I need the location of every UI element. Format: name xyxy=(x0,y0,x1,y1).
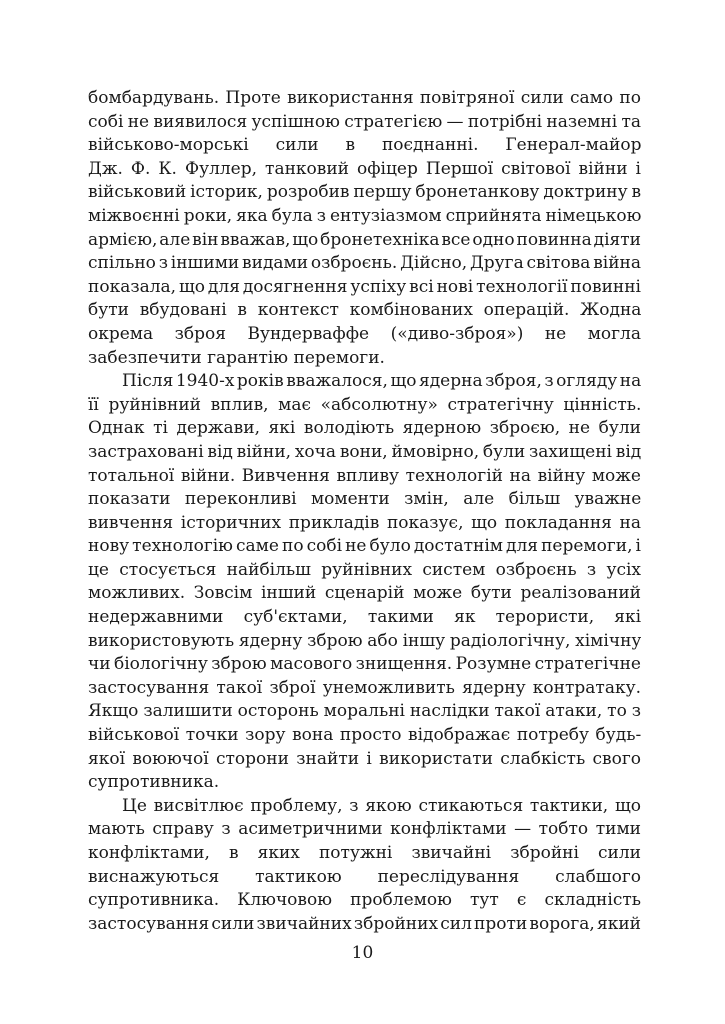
text-line: застраховані від війни, хоча вони, ймовірно, були захищені від xyxy=(88,441,641,462)
text-line: бомбардувань. Проте використання повітряної сили само по xyxy=(88,88,641,108)
paragraph xyxy=(88,795,641,937)
text-line: собі не виявилося успішною стратегією — потрібні наземні та xyxy=(88,111,641,132)
paragraph xyxy=(88,370,641,795)
text-line: чи біологічну зброю масового знищення. Розумне стратегічне xyxy=(88,654,641,675)
text-line: можливих. Зовсім інший сценарій може бути реалізований xyxy=(88,583,641,604)
text-line: окрема зброя Вундерваффе («диво-зброя») не могла xyxy=(88,323,641,344)
text-line: армією, але він вважав, що бронетехніка все одно повинна діяти xyxy=(88,229,641,250)
text-line: Це висвітлює проблему, з якою стикаються тактики, що xyxy=(122,795,641,816)
text-line: застосування такої зброї унеможливить ядерну контратаку. xyxy=(88,677,641,698)
text-line: супротивника. Ключовою проблемою тут є складність xyxy=(88,890,641,911)
text-line: бути вбудовані в контекст комбінованих операцій. Жодна xyxy=(88,300,641,321)
paragraph xyxy=(88,87,641,370)
text-line: міжвоєнні роки, яка була з ентузіазмом сприйнята німецькою xyxy=(88,205,641,226)
text-line: її руйнівний вплив, має «абсолютну» стратегічну цінність. xyxy=(88,394,641,415)
text-line: забезпечити гарантію перемоги. xyxy=(88,347,385,368)
page-number: 10 xyxy=(351,943,374,963)
text-line: вивчення історичних прикладів показує, що покладання на xyxy=(88,512,641,533)
text-line: мають справу з асиметричними конфліктами — тобто тими xyxy=(88,819,641,840)
text-line: недержавними суб'єктами, такими як терористи, які xyxy=(88,607,641,628)
body-text xyxy=(88,87,641,936)
text-line: військовий історик, розробив першу бронетанкову доктрину в xyxy=(88,182,641,203)
text-line: Якщо залишити осторонь моральні наслідки такої атаки, то з xyxy=(88,701,641,722)
text-line: якої воюючої сторони знайти і використати слабкість свого xyxy=(88,748,641,769)
text-line: спільно з іншими видами озброєнь. Дійсно, Друга світова війна xyxy=(88,253,641,274)
text-line: застосування сили звичайних збройних сил проти ворога, який xyxy=(88,913,641,934)
text-line: показала, що для досягнення успіху всі нові технології повинні xyxy=(88,276,641,297)
text-line: Після 1940-х років вважалося, що ядерна зброя, з огляду на xyxy=(122,371,641,392)
text-line: Однак ті держави, які володіють ядерною зброєю, не були xyxy=(88,418,641,439)
text-line: виснажуються тактикою переслідування слабшого xyxy=(88,866,641,887)
text-line: Дж. Ф. К. Фуллер, танковий офіцер Першої світової війни і xyxy=(88,158,641,179)
text-line: нову технологію саме по собі не було достатнім для перемоги, і xyxy=(88,536,641,557)
text-line: використовують ядерну зброю або іншу радіологічну, хімічну xyxy=(88,630,641,651)
text-line: супротивника. xyxy=(88,772,220,793)
text-line: показати переконливі моменти змін, але більш уважне xyxy=(88,489,641,510)
text-line: це стосується найбільш руйнівних систем озброєнь з усіх xyxy=(88,559,641,580)
text-line: тотальної війни. Вивчення впливу технологій на війну може xyxy=(88,465,641,486)
text-line: військово-морські сили в поєднанні. Генерал-майор xyxy=(88,135,641,156)
text-line: військової точки зору вона просто відображає потребу будь- xyxy=(88,725,641,746)
text-line: конфліктами, в яких потужні звичайні збройні сили xyxy=(88,843,641,863)
